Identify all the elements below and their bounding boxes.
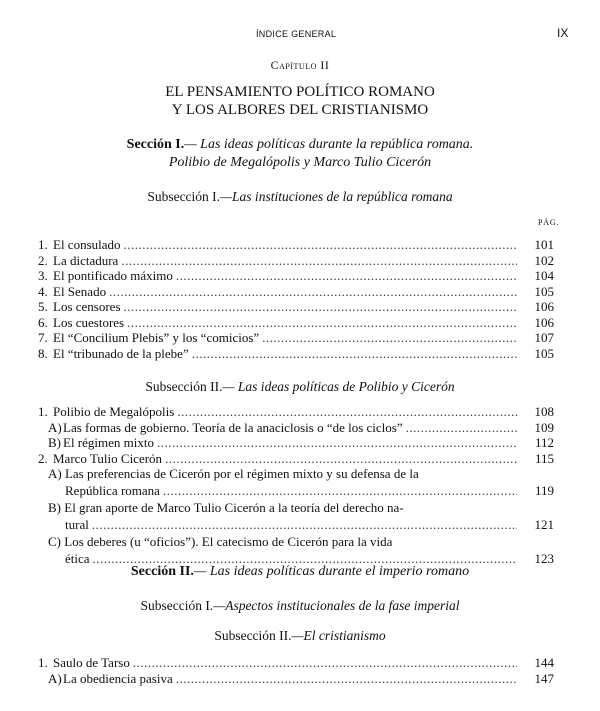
toc-entry[interactable] <box>65 483 554 499</box>
dot-leader <box>121 253 517 269</box>
section-2-title: — Las ideas políticas durante el imperio romano <box>193 564 470 579</box>
toc-entry-text: Las preferencias de Cicerón por el régimen mixto y su defensa de la <box>64 466 419 481</box>
toc-entry[interactable] <box>48 420 554 436</box>
toc-entry-number: 4. <box>38 283 48 299</box>
dot-leader <box>176 268 517 284</box>
toc-entry-number: B) <box>48 435 61 450</box>
toc-entry-text: La obediencia pasiva <box>63 670 173 686</box>
toc-entry-number: B) <box>48 500 65 515</box>
subsection-1-title: —Las instituciones de la república romana <box>220 189 453 204</box>
toc-entry-number: A) <box>48 419 62 435</box>
dot-leader <box>133 655 517 671</box>
toc-entry[interactable] <box>38 284 554 300</box>
subsection-1-label: Subsección I. <box>147 189 221 204</box>
toc-entry-number: 1. <box>38 404 48 419</box>
toc-entry-text: Polibio de Megalópolis <box>53 404 175 419</box>
dot-leader <box>92 517 517 533</box>
toc-entry-number: 7. <box>38 330 48 345</box>
toc-entry-line <box>48 534 392 550</box>
toc-entry-text: El “Concilium Plebis” y los “comicios” <box>53 330 260 345</box>
toc-entry-line <box>48 500 404 516</box>
dot-leader <box>177 404 517 420</box>
subsection-2-heading <box>0 379 600 395</box>
toc-entry-page: 106 <box>534 299 554 314</box>
toc-entry-page: 112 <box>534 435 554 450</box>
toc-entry-text: El pontificado máximo <box>53 268 173 283</box>
toc-entry-text-continued: República romana <box>65 483 160 498</box>
toc-entry[interactable] <box>38 451 554 467</box>
dot-leader <box>163 483 517 499</box>
toc-entry-text: Los censores <box>53 299 121 314</box>
toc-entry-number: 1. <box>38 655 48 670</box>
subsection-1-heading <box>0 189 600 205</box>
toc-entry[interactable] <box>38 299 554 315</box>
dot-leader <box>109 284 517 300</box>
toc-entry-number: 6. <box>38 314 48 330</box>
toc-entry[interactable] <box>38 315 554 331</box>
toc-entry-page: 121 <box>534 517 554 532</box>
toc-entry-page: 147 <box>534 670 554 686</box>
section-1-title-line1: — Las ideas políticas durante la república romana. <box>184 137 474 152</box>
toc-entry-number: A) <box>48 466 65 481</box>
toc-entry-text: La dictadura <box>53 252 119 268</box>
toc-entry-page: 105 <box>534 345 554 361</box>
section-2-subsection-1-title: —Aspectos institucionales de la fase imperial <box>213 598 460 613</box>
chapter-title-line1: EL PENSAMIENTO POLÍTICO ROMANO <box>165 84 435 100</box>
toc-entry[interactable] <box>38 655 554 671</box>
chapter-title-line2: Y LOS ALBORES DEL CRISTIANISMO <box>171 102 429 118</box>
dot-leader <box>192 346 517 362</box>
section-2-heading <box>0 564 600 580</box>
toc-entry-page: 115 <box>534 450 554 466</box>
dot-leader <box>124 299 517 315</box>
toc-entry-page: 105 <box>534 283 554 299</box>
toc-entry-text: Los cuestores <box>53 314 125 330</box>
dot-leader <box>406 420 517 436</box>
subsection-2-title: — Las ideas políticas de Polibio y Cicerón <box>222 379 455 394</box>
toc-entry-page: 109 <box>534 419 554 435</box>
toc-entry-page: 119 <box>534 483 554 498</box>
chapter-label: Capítulo II <box>270 58 330 72</box>
toc-entry-text: El “tribunado de la plebe” <box>53 345 189 361</box>
toc-entry-page: 108 <box>534 404 554 419</box>
section-2-subsection-2-label: Subsección II. <box>214 628 292 643</box>
page-column-label: PÁG. <box>538 218 560 227</box>
toc-entry-number: C) <box>48 534 65 549</box>
toc-entry-number: A) <box>48 670 62 686</box>
toc-entry-page: 102 <box>534 252 554 268</box>
toc-entry[interactable] <box>38 330 554 346</box>
section-1-label: Sección I. <box>126 137 185 152</box>
section-2-subsection-1-heading <box>0 598 600 614</box>
toc-entry-page: 104 <box>534 268 554 283</box>
toc-entry[interactable] <box>65 517 554 533</box>
section-1-heading <box>0 137 600 153</box>
toc-entry-text: El régimen mixto <box>63 435 154 450</box>
dot-leader <box>124 237 517 253</box>
toc-entry-page: 123 <box>534 551 554 566</box>
toc-entry[interactable] <box>38 253 554 269</box>
toc-entry-page: 144 <box>534 655 554 670</box>
section-2-subsection-2-title: —El cristianismo <box>291 628 386 643</box>
toc-entry-number: 1. <box>38 237 48 252</box>
toc-entry-text: El gran aporte de Marco Tulio Cicerón a la teoría del derecho na- <box>64 500 404 515</box>
toc-entry[interactable] <box>38 268 554 284</box>
toc-entry-text: El consulado <box>53 237 121 252</box>
toc-entry-number: 8. <box>38 345 48 361</box>
toc-entry-text: Saulo de Tarso <box>53 655 130 670</box>
toc-entry-number: 2. <box>38 252 48 268</box>
toc-entry[interactable] <box>38 404 554 420</box>
section-2-label: Sección II. <box>130 564 194 579</box>
dot-leader <box>165 451 517 467</box>
section-1-title-line2: Polibio de Megalópolis y Marco Tulio Cicerón <box>168 155 432 170</box>
running-title: ÍNDICE GENERAL <box>256 29 337 39</box>
page-number: IX <box>557 26 569 40</box>
toc-entry-text: Marco Tulio Cicerón <box>53 450 163 466</box>
toc-entry[interactable] <box>38 346 554 362</box>
toc-entry-text: Las formas de gobierno. Teoría de la anaciclosis o “de los ciclos” <box>63 419 403 435</box>
section-2-subsection-2-heading <box>0 628 600 644</box>
toc-entry-number: 2. <box>38 450 48 466</box>
dot-leader <box>176 671 517 687</box>
toc-entry-line <box>48 466 419 482</box>
toc-entry-text: Los deberes (u “oficios”). El catecismo de Cicerón para la vida <box>64 534 393 549</box>
section-2-subsection-1-label: Subsección I. <box>140 598 214 613</box>
toc-entry-page: 101 <box>534 237 554 252</box>
toc-entry[interactable] <box>48 435 554 451</box>
toc-entry-text-continued: tural <box>65 517 89 532</box>
toc-entry-page: 107 <box>534 330 554 345</box>
toc-entry-text: El Senado <box>53 283 107 299</box>
toc-entry-page: 106 <box>534 314 554 330</box>
toc-entry-number: 3. <box>38 268 48 283</box>
toc-entry[interactable] <box>48 671 554 687</box>
dot-leader <box>262 330 517 346</box>
dot-leader <box>127 315 517 331</box>
toc-entry[interactable] <box>38 237 554 253</box>
toc-entry-text-continued: ética <box>65 551 90 566</box>
toc-entry-number: 5. <box>38 299 48 314</box>
dot-leader <box>157 435 517 451</box>
subsection-2-label: Subsección II. <box>145 379 223 394</box>
